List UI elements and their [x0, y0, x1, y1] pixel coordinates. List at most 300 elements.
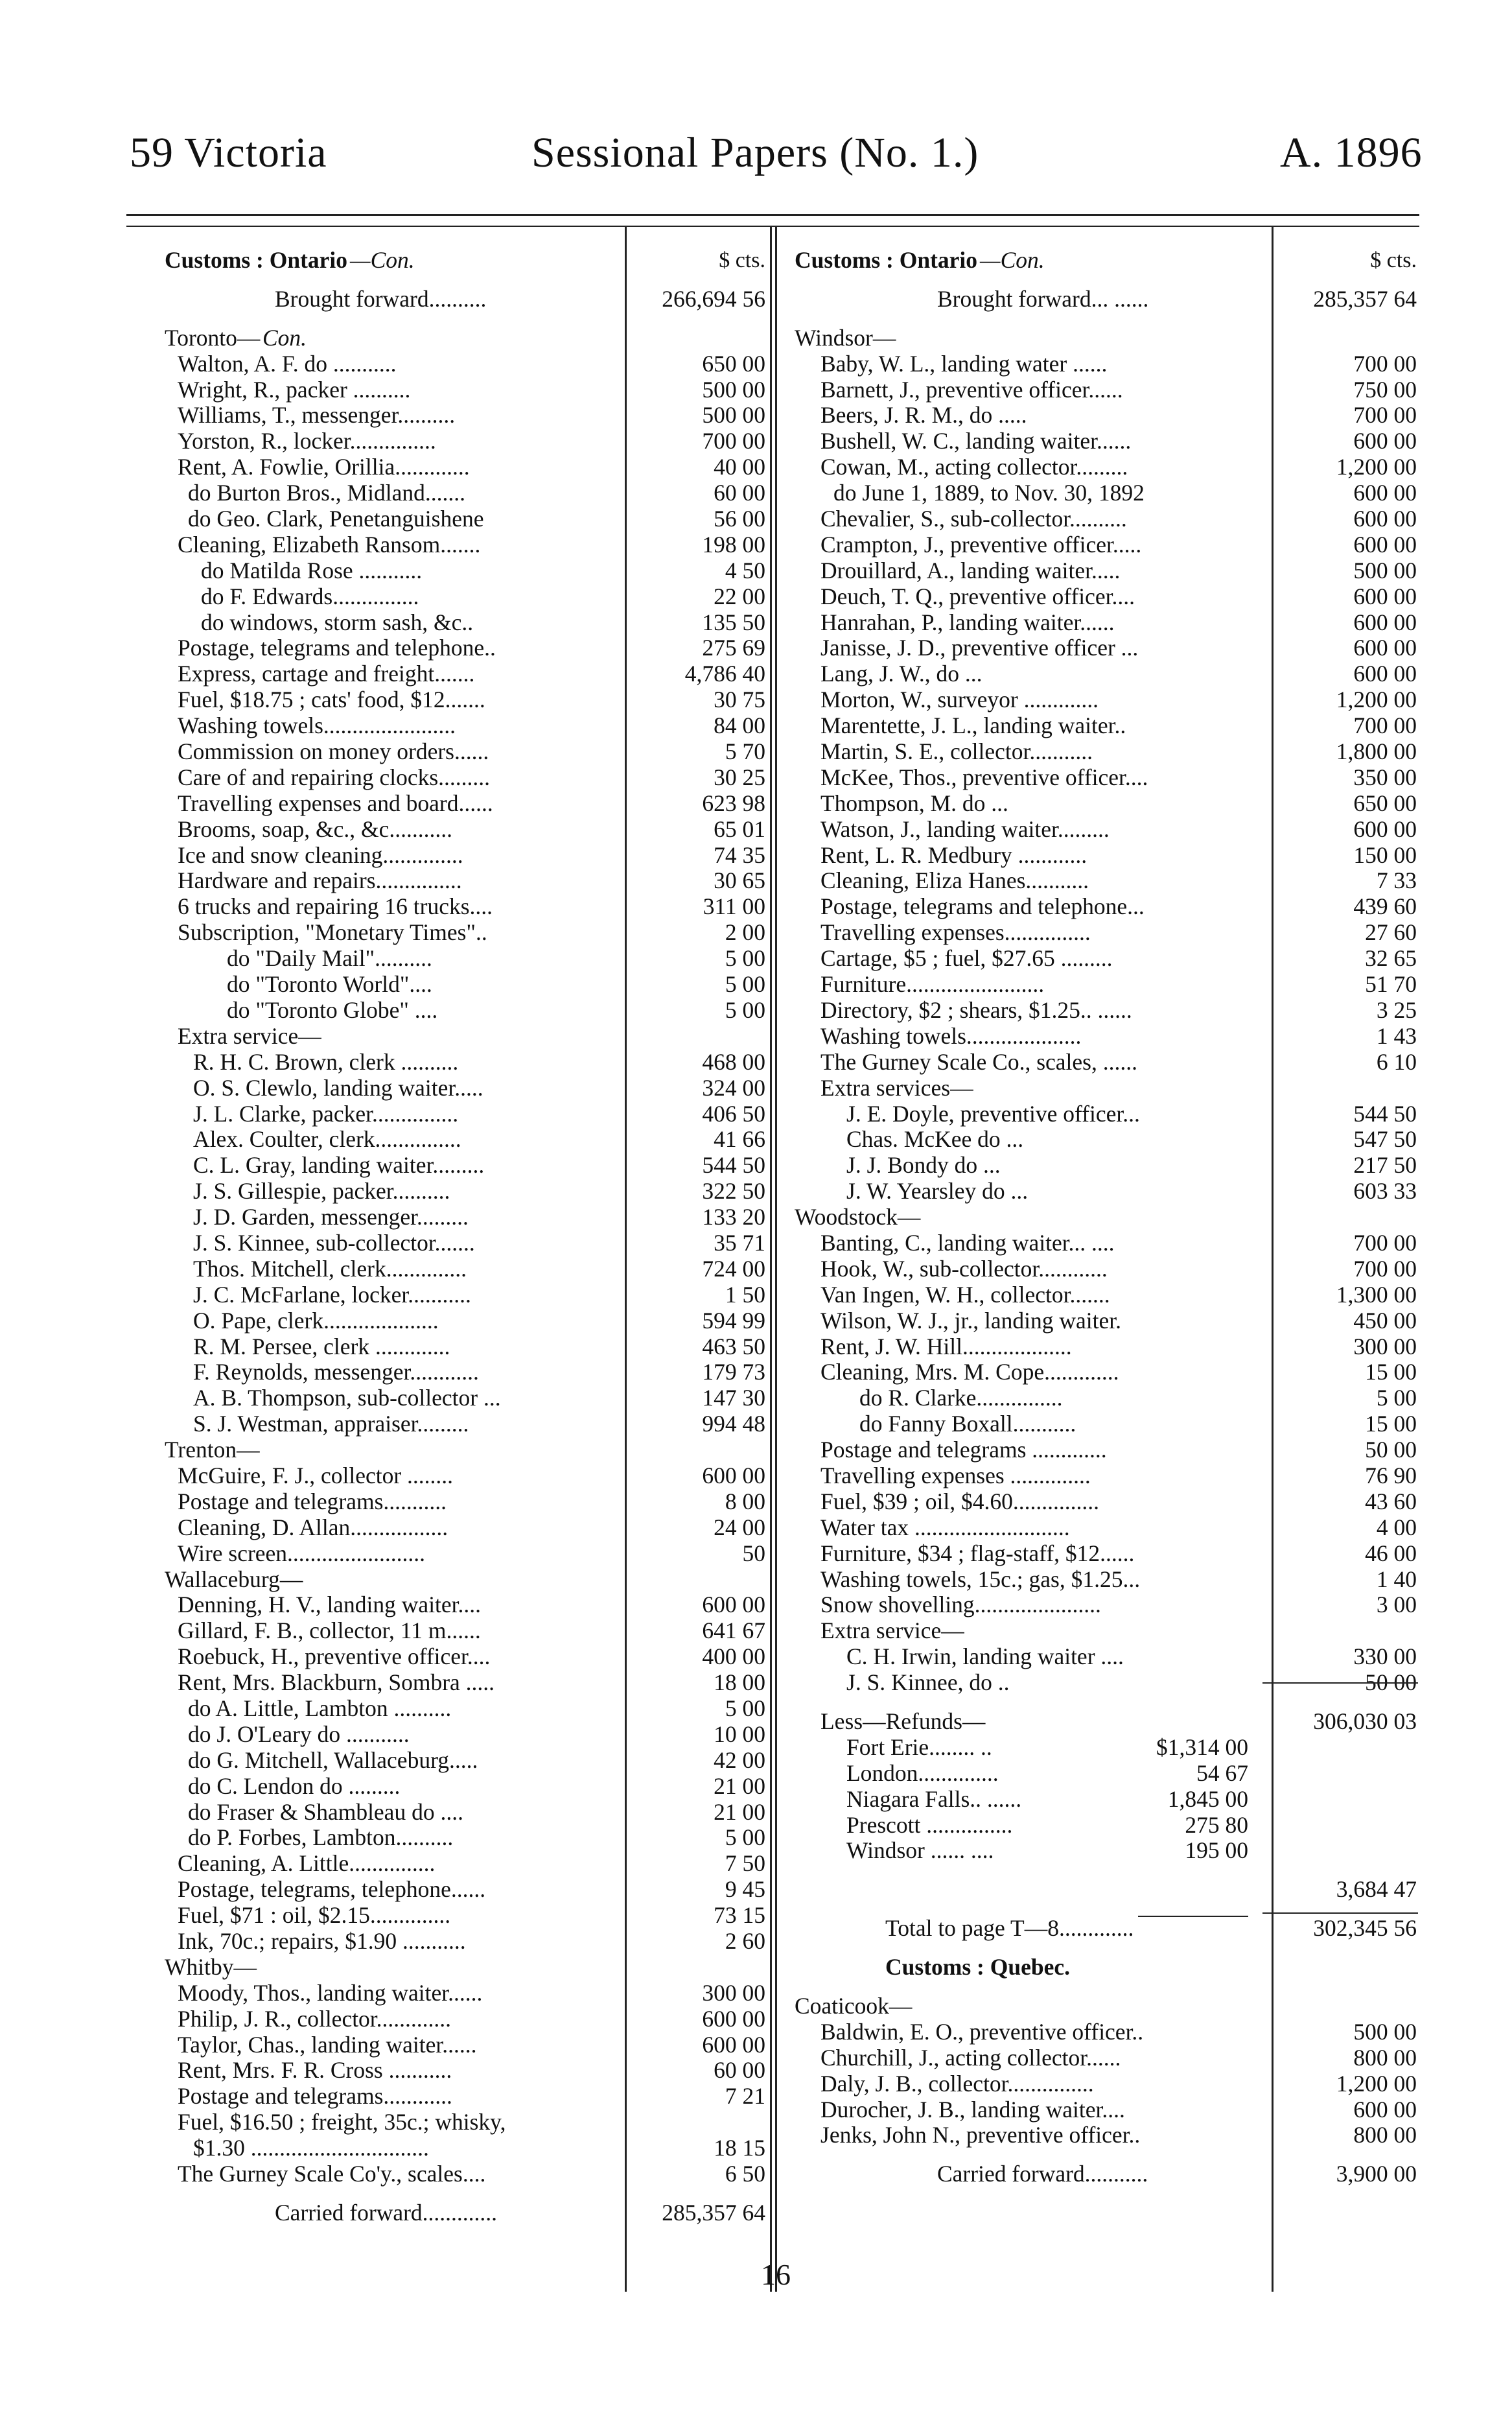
entry-label: Care of and repairing clocks......... [178, 764, 491, 790]
entry-amount: 198 00 [702, 531, 765, 558]
entry-label: $1.30 ............................... [193, 2135, 429, 2161]
entry-label: Drouillard, A., landing waiter..... [820, 557, 1121, 583]
spacer [795, 2148, 1417, 2161]
entry-label: Prescott ............... [846, 1811, 1013, 1838]
entry-amount: 73 15 [714, 1902, 765, 1929]
entry-amount: 150 00 [1353, 841, 1417, 868]
entry-label: Total to page T—8............. [885, 1915, 1134, 1942]
entry-label: Moody, Thos., landing waiter...... [178, 1979, 483, 2006]
entry-label: Less—Refunds— [820, 1708, 986, 1734]
ledger-row [795, 377, 1417, 403]
ledger-row [165, 2032, 765, 2058]
ledger-row [795, 480, 1417, 506]
entry-label: Express, cartage and freight....... [178, 661, 475, 687]
entry-label: Extra services— [820, 1074, 973, 1101]
ledger-row [165, 1153, 765, 1179]
entry-amount: 603 33 [1353, 1178, 1417, 1205]
entry-label: Extra service— [820, 1617, 964, 1644]
entry-amount: 21 00 [714, 1772, 765, 1799]
entry-amount: 21 00 [714, 1798, 765, 1825]
entry-amount: 700 00 [702, 428, 765, 454]
entry-label: Cleaning, A. Little............... [178, 1850, 436, 1877]
ledger-row [165, 635, 765, 661]
ledger-row [165, 1567, 765, 1593]
entry-label: Washing towels.................... [820, 1022, 1082, 1049]
ledger-row [795, 2097, 1417, 2123]
entry-label: McKee, Thos., preventive officer.... [820, 764, 1148, 790]
entry-label: Brought forward.......... [275, 285, 487, 312]
ledger-row [165, 1334, 765, 1360]
entry-label: Subscription, "Monetary Times".. [178, 919, 487, 946]
entry-label: Cleaning, D. Allan................. [178, 1514, 448, 1540]
ledger-row [165, 2006, 765, 2032]
ledger-row [795, 2161, 1417, 2187]
entry-amount: 9 45 [725, 1876, 765, 1903]
entry-label: Beers, J. R. M., do ..... [820, 402, 1027, 429]
spacer [165, 2187, 765, 2200]
entry-label: Jenks, John N., preventive officer.. [820, 2122, 1141, 2148]
entry-label: Baby, W. L., landing water ...... [820, 350, 1108, 377]
entry-label: J. E. Doyle, preventive officer... [846, 1100, 1140, 1127]
ledger-row [795, 1515, 1417, 1541]
entry-label: Cleaning, Elizabeth Ransom....... [178, 531, 481, 558]
entry-label: London.............. [846, 1759, 999, 1786]
entry-label: O. Pape, clerk.................... [193, 1307, 439, 1334]
entry-label: Postage, telegrams and telephone... [820, 893, 1145, 920]
ledger-row [165, 1825, 765, 1851]
entry-amount: 18 00 [714, 1669, 765, 1696]
spacer [795, 1981, 1417, 1993]
entry-label: Daly, J. B., collector............... [820, 2070, 1094, 2097]
entry-label: Wright, R., packer .......... [178, 376, 411, 403]
ledger-row [165, 2135, 765, 2161]
entry-label: Washing towels, 15c.; gas, $1.25... [820, 1566, 1141, 1592]
ledger-row [795, 920, 1417, 946]
entry-amount: 600 00 [702, 1462, 765, 1488]
entry-label: Trenton— [165, 1437, 260, 1463]
entry-amount: 623 98 [702, 790, 765, 816]
entry-label: McGuire, F. J., collector ........ [178, 1462, 454, 1488]
entry-label: do Matilda Rose ........... [201, 557, 423, 583]
entry-amount: 6 10 [1376, 1048, 1417, 1075]
column-heading [165, 248, 765, 274]
ledger-row [165, 1024, 765, 1050]
ledger-row [165, 946, 765, 972]
entry-label: Customs : Ontario [165, 247, 348, 273]
ledger-row [795, 1359, 1417, 1385]
entry-label: Wallaceburg— [165, 1566, 303, 1592]
entry-label: Van Ingen, W. H., collector....... [820, 1281, 1110, 1308]
entry-amount: 2 00 [725, 919, 765, 946]
entry-label: F. Reynolds, messenger............ [193, 1359, 479, 1385]
ledger-row [165, 2058, 765, 2084]
entry-label: Taylor, Chas., landing waiter...... [178, 2031, 477, 2058]
entry-label: Alex. Coulter, clerk............... [193, 1126, 461, 1153]
entry-amount: 600 00 [1353, 816, 1417, 842]
entry-label: J. L. Clarke, packer............... [193, 1100, 459, 1127]
entry-amount: 330 00 [1353, 1643, 1417, 1670]
ledger-row [165, 1644, 765, 1670]
entry-label: Lang, J. W., do ... [820, 661, 983, 687]
entry-amount: 450 00 [1353, 1307, 1417, 1334]
header-title: Sessional Papers (No. 1.) [531, 129, 979, 176]
ledger-row [165, 1230, 765, 1256]
entry-label: Furniture, $34 ; flag-staff, $12...... [820, 1540, 1135, 1566]
section-heading [795, 1955, 1417, 1981]
entry-amount: 133 20 [702, 1204, 765, 1230]
entry-label: J. W. Yearsley do ... [846, 1178, 1029, 1205]
ledger-row [795, 1076, 1417, 1101]
ledger-row [795, 1735, 1417, 1761]
ledger-row [795, 1541, 1417, 1567]
entry-label: Rent, A. Fowlie, Orillia............. [178, 454, 470, 480]
ledger-row [165, 739, 765, 765]
ledger-row [165, 1127, 765, 1153]
entry-amount: 40 00 [714, 454, 765, 480]
ledger-row [795, 1644, 1417, 1670]
ledger-row [165, 454, 765, 480]
ledger-row [795, 1411, 1417, 1437]
entry-label: Morton, W., surveyor ............. [820, 687, 1099, 713]
ledger-row [165, 1800, 765, 1826]
spacer [795, 1942, 1417, 1955]
refunds-rule [1138, 1916, 1248, 1917]
ledger-row [795, 894, 1417, 920]
entry-label: Rent, J. W. Hill................... [820, 1333, 1072, 1359]
entry-label: Brooms, soap, &c., &c........... [178, 816, 452, 842]
entry-amount: 500 00 [702, 402, 765, 429]
ledger-row [165, 1101, 765, 1127]
entry-amount: 650 00 [1353, 790, 1417, 816]
ledger-row [165, 972, 765, 998]
entry-label: Churchill, J., acting collector...... [820, 2044, 1121, 2071]
entry-label: J. D. Garden, messenger......... [193, 1204, 469, 1230]
entry-label: Snow shovelling...................... [820, 1592, 1101, 1618]
entry-amount: 600 00 [1353, 428, 1417, 454]
entry-amount: 217 50 [1353, 1152, 1417, 1179]
entry-label: Williams, T., messenger.......... [178, 402, 456, 429]
entry-amount: 600 00 [1353, 506, 1417, 532]
ledger-row [165, 1437, 765, 1463]
header-year: A. 1896 [1280, 129, 1423, 176]
left-column [165, 248, 765, 2226]
entry-amount: 594 99 [702, 1307, 765, 1334]
ledger-row [165, 894, 765, 920]
ledger-row [165, 351, 765, 377]
entry-amount: 60 00 [714, 2057, 765, 2084]
entry-amount: 322 50 [702, 1178, 765, 1205]
ledger-row [165, 1592, 765, 1618]
ledger-row [795, 1050, 1417, 1076]
entry-label: Woodstock— [795, 1204, 921, 1230]
header-rule [126, 214, 1419, 216]
entry-label: Postage and telegrams........... [178, 1488, 447, 1514]
entry-label: do "Toronto Globe" .... [227, 996, 438, 1023]
column-heading [795, 248, 1417, 274]
entry-label: Fuel, $71 : oil, $2.15.............. [178, 1902, 451, 1929]
ledger-row [165, 1929, 765, 1955]
entry-amount: 285,357 64 [1313, 285, 1417, 312]
spacer [165, 312, 765, 325]
ledger-row [795, 713, 1417, 739]
ledger-row [165, 480, 765, 506]
entry-label: Brought forward... ...... [937, 285, 1149, 312]
entry-amount: 51 70 [1365, 971, 1417, 998]
ledger-row [165, 868, 765, 894]
entry-amount: 15 00 [1365, 1359, 1417, 1385]
refund-amount: 275 80 [1185, 1811, 1248, 1838]
entry-amount: 3,900 00 [1336, 2161, 1417, 2187]
entry-label: Travelling expenses .............. [820, 1462, 1091, 1488]
ledger-row [165, 1411, 765, 1437]
entry-amount: 463 50 [702, 1333, 765, 1359]
entry-label-suffix: Con. [262, 324, 307, 351]
entry-amount: 439 60 [1353, 893, 1417, 920]
ledger-row [165, 1618, 765, 1644]
entry-label: Wilson, W. J., jr., landing waiter. [820, 1307, 1121, 1334]
entry-amount: 700 00 [1353, 1255, 1417, 1282]
entry-label: do windows, storm sash, &c.. [201, 609, 474, 635]
entry-label: J. S. Kinnee, do .. [846, 1669, 1010, 1696]
ledger-row [795, 2122, 1417, 2148]
entry-label: Rent, Mrs. F. R. Cross ........... [178, 2057, 452, 2084]
entry-amount: 300 00 [1353, 1333, 1417, 1359]
entry-amount: 600 00 [702, 2005, 765, 2032]
entry-amount: 32 65 [1365, 945, 1417, 972]
entry-label: Cleaning, Eliza Hanes........... [820, 867, 1089, 894]
entry-label: Marentette, J. L., landing waiter.. [820, 712, 1126, 739]
entry-amount: 5 00 [1376, 1385, 1417, 1411]
entry-amount: 7 50 [725, 1850, 765, 1877]
entry-label-suffix: —Con. [350, 247, 415, 273]
entry-amount: 3 25 [1376, 996, 1417, 1023]
subtotal-rule [1262, 1682, 1418, 1684]
entry-amount: 1,200 00 [1336, 2070, 1417, 2097]
entry-label: Postage, telegrams, telephone...... [178, 1876, 486, 1903]
ledger-row [795, 558, 1417, 584]
ledger-row [165, 1256, 765, 1282]
entry-amount: 266,694 56 [662, 285, 765, 312]
entry-label: do Burton Bros., Midland....... [188, 480, 465, 506]
entry-amount: 600 00 [1353, 531, 1417, 558]
entry-amount: 4 50 [725, 557, 765, 583]
ledger-row [165, 1877, 765, 1903]
entry-amount: 41 66 [714, 1126, 765, 1153]
ledger-row [165, 1179, 765, 1205]
entry-amount: 750 00 [1353, 376, 1417, 403]
entry-amount: 5 00 [725, 1695, 765, 1721]
ledger-row [165, 403, 765, 429]
ledger-row [165, 1385, 765, 1411]
entry-label: Fuel, $18.75 ; cats' food, $12....... [178, 687, 485, 713]
ledger-row [795, 843, 1417, 869]
ledger-row [165, 765, 765, 791]
entry-label: The Gurney Scale Co'y., scales.... [178, 2161, 486, 2187]
ledger-row [795, 1256, 1417, 1282]
entry-amount: 275 69 [702, 635, 765, 661]
entry-amount: 544 50 [1353, 1100, 1417, 1127]
ledger-row [795, 1334, 1417, 1360]
ledger-row [165, 377, 765, 403]
entry-label: Janisse, J. D., preventive officer ... [820, 635, 1139, 661]
entry-label: Furniture........................ [820, 971, 1045, 998]
ledger-row [795, 1282, 1417, 1308]
header-rule-thin [126, 226, 1419, 227]
ledger-row [165, 998, 765, 1024]
entry-amount: 800 00 [1353, 2122, 1417, 2148]
ledger-row [795, 1308, 1417, 1334]
entry-label: Martin, S. E., collector........... [820, 738, 1093, 765]
ledger-row [795, 2045, 1417, 2071]
entry-label: Crampton, J., preventive officer..... [820, 531, 1142, 558]
entry-label: do A. Little, Lambton .......... [188, 1695, 452, 1721]
ledger-row [795, 1618, 1417, 1644]
ledger-row [795, 1709, 1417, 1735]
entry-amount: 24 00 [714, 1514, 765, 1540]
ledger-row [795, 1993, 1417, 2019]
entry-amount: 46 00 [1365, 1540, 1417, 1566]
entry-label: Extra service— [178, 1022, 321, 1049]
entry-label: do June 1, 1889, to Nov. 30, 1892 [833, 480, 1145, 506]
ledger-row [165, 1670, 765, 1696]
spacer [795, 1696, 1417, 1709]
entry-label: Yorston, R., locker............... [178, 428, 436, 454]
entry-amount: 50 [742, 1540, 765, 1566]
entry-amount: 147 30 [702, 1385, 765, 1411]
entry-amount: 4,786 40 [684, 661, 765, 687]
entry-amount: 74 35 [714, 841, 765, 868]
entry-amount: 5 00 [725, 945, 765, 972]
entry-amount: 5 00 [725, 996, 765, 1023]
entry-amount: 700 00 [1353, 402, 1417, 429]
entry-label: do Fanny Boxall........... [859, 1411, 1076, 1437]
entry-amount: 800 00 [1353, 2044, 1417, 2071]
entry-amount: 1 40 [1376, 1566, 1417, 1592]
ledger-row [165, 584, 765, 610]
entry-label: do "Toronto World".... [227, 971, 432, 998]
entry-label: Hardware and repairs............... [178, 867, 462, 894]
entry-label: Thompson, M. do ... [820, 790, 1008, 816]
entry-label: Water tax ........................... [820, 1514, 1070, 1540]
ledger-row [165, 1515, 765, 1541]
entry-amount: 22 00 [714, 583, 765, 609]
ledger-row [165, 1205, 765, 1230]
entry-amount: 8 00 [725, 1488, 765, 1514]
entry-amount: 650 00 [702, 350, 765, 377]
ledger-row [795, 506, 1417, 532]
ledger-row [165, 1774, 765, 1800]
entry-label: Thos. Mitchell, clerk.............. [193, 1255, 467, 1282]
entry-label: do Fraser & Shambleau do .... [188, 1798, 463, 1825]
ledger-row [795, 1916, 1417, 1942]
ledger-row [795, 1877, 1417, 1903]
ledger-row [165, 1489, 765, 1515]
spacer [795, 1864, 1417, 1877]
entry-amount: 43 60 [1365, 1488, 1417, 1514]
ledger-row [795, 1205, 1417, 1230]
entry-amount: 60 00 [714, 480, 765, 506]
ledger-row [165, 817, 765, 843]
column-divider [770, 227, 772, 2292]
entry-label: O. S. Clewlo, landing waiter..... [193, 1074, 483, 1101]
entry-label: Customs : Quebec. [885, 1954, 1070, 1981]
entry-label: Banting, C., landing waiter... .... [820, 1229, 1115, 1256]
entry-amount: 1,800 00 [1336, 738, 1417, 765]
entry-label: J. S. Kinnee, sub-collector....... [193, 1229, 475, 1256]
entry-amount: 7 21 [725, 2083, 765, 2110]
entry-amount: 700 00 [1353, 712, 1417, 739]
ledger-row [165, 687, 765, 713]
ledger-row [795, 584, 1417, 610]
ledger-row [795, 610, 1417, 636]
ledger-row [795, 1838, 1417, 1864]
entry-amount: 5 00 [725, 971, 765, 998]
entry-amount: 600 00 [1353, 661, 1417, 687]
entry-amount: 7 33 [1376, 867, 1417, 894]
entry-label: do J. O'Leary do ........... [188, 1721, 410, 1747]
entry-amount: 468 00 [702, 1048, 765, 1075]
ledger-row [795, 429, 1417, 454]
entry-amount: 65 01 [714, 816, 765, 842]
entry-amount: 1 43 [1376, 1022, 1417, 1049]
header-volume: 59 Victoria [130, 129, 327, 176]
entry-label: do F. Edwards............... [201, 583, 419, 609]
ledger-row [795, 1813, 1417, 1839]
entry-amount: $ cts. [1370, 248, 1417, 272]
ledger-row [795, 1761, 1417, 1787]
ledger-row [165, 1955, 765, 1981]
ledger-row [165, 1748, 765, 1774]
ledger-row [795, 1567, 1417, 1593]
entry-amount: 500 00 [1353, 557, 1417, 583]
entry-label: Windsor ...... .... [846, 1837, 994, 1864]
spacer [795, 274, 1417, 287]
ledger-row [165, 661, 765, 687]
entry-amount: 5 00 [725, 1824, 765, 1851]
entry-amount: 3 00 [1376, 1592, 1417, 1618]
entry-label: Baldwin, E. O., preventive officer.. [820, 2018, 1144, 2045]
entry-amount: 600 00 [702, 1592, 765, 1618]
ledger-row [165, 843, 765, 869]
ledger-row [795, 998, 1417, 1024]
entry-label: Travelling expenses............... [820, 919, 1091, 946]
entry-amount: 600 00 [1353, 2096, 1417, 2122]
entry-label: The Gurney Scale Co., scales, ...... [820, 1048, 1137, 1075]
ledger-row [795, 1179, 1417, 1205]
entry-amount: 700 00 [1353, 350, 1417, 377]
entry-amount: 1,300 00 [1336, 1281, 1417, 1308]
spacer [165, 274, 765, 287]
entry-label: Durocher, J. B., landing waiter.... [820, 2096, 1125, 2122]
entry-label: R. H. C. Brown, clerk .......... [193, 1048, 459, 1075]
entry-amount: 4 00 [1376, 1514, 1417, 1540]
entry-label: Postage and telegrams............ [178, 2083, 452, 2110]
entry-amount: 500 00 [702, 376, 765, 403]
ledger-row [795, 1024, 1417, 1050]
entry-amount: 135 50 [702, 609, 765, 635]
entry-amount: 6 50 [725, 2161, 765, 2187]
entry-amount: 400 00 [702, 1643, 765, 1670]
entry-amount: 285,357 64 [662, 2199, 765, 2226]
ledger-row [795, 1463, 1417, 1489]
ledger-row [165, 1696, 765, 1722]
right-column [795, 248, 1417, 2187]
entry-amount: 3,684 47 [1336, 1876, 1417, 1903]
entry-amount: 600 00 [1353, 609, 1417, 635]
entry-amount: 179 73 [702, 1359, 765, 1385]
entry-label: C. L. Gray, landing waiter......... [193, 1152, 485, 1179]
entry-label: Barnett, J., preventive officer...... [820, 376, 1123, 403]
